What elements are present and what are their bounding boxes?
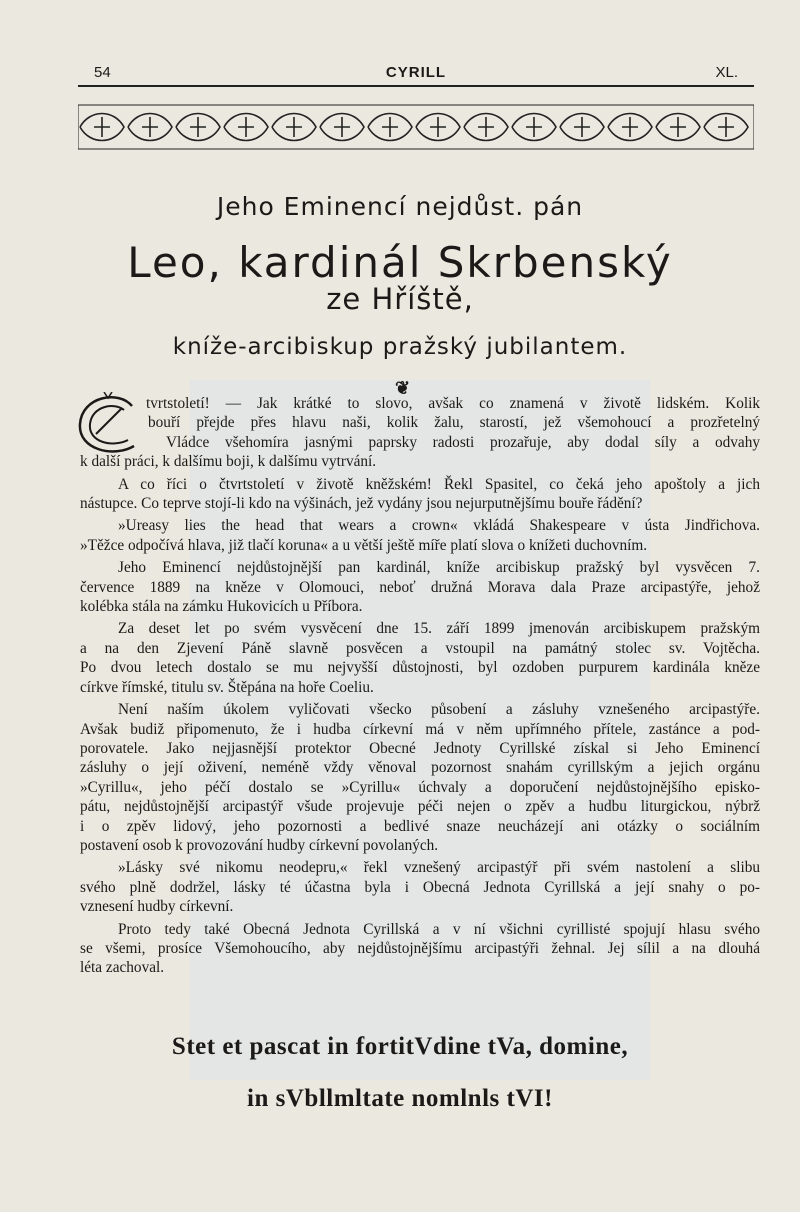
text-line: Vládce všehomíra jasnými paprsky radosti prozařuje, aby dodal síly a odvahy [166,433,760,451]
paragraph [80,858,760,916]
text-line: »Ureasy lies the head that wears a crown« vkládá Shakespeare v ústa Jindřichova. [118,517,760,535]
flourish-icon [320,114,364,141]
text-line: Avšak budiž připomenuto, že i hudba církevní má v něm upřímného přítele, zastánce a pod- [80,720,760,738]
text-line: církve římské, titulu sv. Štěpána na hoře Coeliu. [80,678,374,696]
page-number: 54 [94,64,111,81]
text-line: vznesení hudby církevní. [80,898,234,916]
running-header [80,62,752,84]
text-line: »Lásky své nikomu neodepru,« řekl vznešený arcipastýř při svém nastolení a slibu [118,859,760,877]
paragraph [80,920,760,978]
flourish-icon [224,114,268,141]
paragraph [80,475,760,514]
text-line: svého plně dodržel, lásky té účastna byla i Obecná Jednota Cyrillská a její snahy o po- [80,878,760,896]
flourish-icon [704,114,748,141]
text-line: a na den Zjevení Páně slavně posvěcen a vstoupil na památný stolec sv. Vojtěcha. [80,639,760,657]
text-line: nástupce. Co teprve stojí-li kdo na výšinách, jež vydány jsou nejurputnějšímu bouře řádění? [80,495,643,513]
flourish-icon [368,114,412,141]
text-line: »Cyrillu«, jeho péčí dostalo se »Cyrillu« úchvaly a doporučení nejdůstojnějšího episko- [80,778,760,796]
flourish-icon [128,114,172,141]
paragraph [80,558,760,616]
flourish-icon [560,114,604,141]
text-line: kolébka stála na zámku Hukovicích u Příbora. [80,598,363,616]
text-line: pátu, nejdůstojnější arcipastýř všude projevuje péči nejen o zpěv a hudbu liturgickou, nýbrž [80,798,760,816]
text-line: Po dvou letech dostalo se mu nejvyšší důstojnosti, byl ozdoben purpurem kardinála kněze [80,659,760,677]
text-line: léta zachoval. [80,959,165,977]
header-rule [78,85,754,87]
flourish-icon [176,114,220,141]
article-body [80,394,760,981]
flourish-icon [416,114,460,141]
text-line: i o zpěv lidový, jeho pozornosti a bedlivé snaze neucházejí ani otázky o sociálním [80,817,760,835]
text-line: postavení osob k provozování hudby církevní povolaných. [80,836,439,854]
flourish-icon [80,114,124,141]
flourish-icon [464,114,508,141]
title-name: Leo, kardinál Skrbenský [127,238,673,287]
text-line: zásluhy o její oživení, neméně vždy věnoval pozornost snahám cyrillským a jejich orgánu [80,759,760,777]
text-line: se všemi, prosíce Všemohoucího, aby nejdůstojnějšímu arcipastýři žehnal. Jej sílil a na dlouhá [80,939,760,957]
paragraph [80,394,760,472]
text-line: A co říci o čtvrtstoletí v životě kněžském! Řekl Spasitel, co čeká jeho apoštoly a jich [118,475,760,493]
flourish-icon [608,114,652,141]
closing-motto-line2: in sVbllmltate nomlnls tVI! [247,1085,553,1112]
closing-motto-line1: Stet et pascat in fortitVdine tVa, domine, [171,1033,629,1060]
flourish-icon [512,114,556,141]
title-origin: ze Hříště, [326,282,474,316]
text-line: Proto tedy také Obecná Jednota Cyrillská a v ní všichni cyrillisté spojují hlasu svého [118,920,760,938]
text-line: července 1889 na kněze v Olomouci, neboť družná Morava dala Praze arcipastýře, jehož [80,578,760,596]
paragraph [80,619,760,697]
volume-number: XL. [715,64,738,81]
paragraph [80,700,760,855]
text-line: Za deset let po svém vysvěcení dne 15. září 1899 jmenován arcibiskupem pražským [118,620,760,638]
journal-name: CYRILL [385,64,447,81]
flourish-icon [272,114,316,141]
text-line: porovatele. Jako nejjasnější protektor Obecné Jednoty Cyrillské získal si Jeho Eminencí [80,739,760,757]
text-line: Jeho Eminencí nejdůstojnější pan kardinál, kníže arcibiskup pražský byl vysvěcen 7. [118,559,760,577]
floral-ornament-band [78,103,754,151]
text-line: Není naším úkolem vyličovati všecko působení a zásluhy vznešeného arcipastýře. [118,701,760,719]
text-line: »Těžce odpočívá hlava, již tlačí koruna« a u větší ještě míře platí slova o knížeti duchovním. [80,536,648,554]
text-line: bouří přejde přes hlavu naši, kolik žalu, starostí, jež všemohoucí a prozřetelný [148,414,760,432]
flourish-icon [656,114,700,141]
text-line: tvrtstoletí! — Jak krátké to slovo, avšak co znamená v životě lidském. Kolik [146,395,760,412]
fleuron-icon: ❦ [395,378,411,398]
text-line: k další práci, k dalšímu boji, k dalšímu vytrvání. [80,453,377,471]
title-subtitle: kníže-arcibiskup pražský jubilantem. [172,334,628,360]
title-honorific: Jeho Eminencí nejdůst. pán [216,192,584,221]
paragraph [80,516,760,555]
